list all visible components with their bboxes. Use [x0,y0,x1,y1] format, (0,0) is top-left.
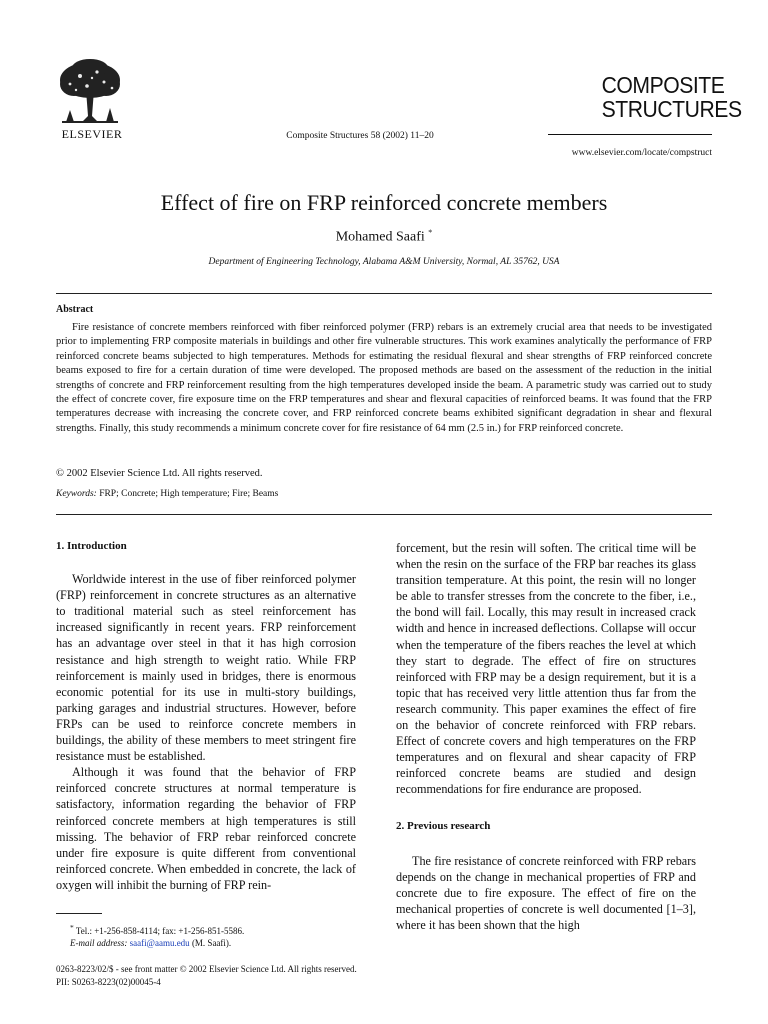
pii-line: PII: S0263-8223(02)00045-4 [56,977,161,987]
journal-logo-line1: COMPOSITE [601,72,725,98]
author-footnote-mark[interactable]: * [428,228,433,237]
abstract-bottom-rule [56,514,712,515]
footnote-email-line [70,938,376,950]
journal-url[interactable]: www.elsevier.com/locate/compstruct [571,148,712,158]
footnote-mark: * [70,923,74,932]
footnote-email-label: E-mail address: [70,937,128,948]
footnote-tel: Tel.: +1-256-858-4114; fax: +1-256-851-5586. [75,926,245,936]
abstract-heading: Abstract [56,304,94,315]
intro-paragraph-3: forcement, but the resin will soften. The critical time will be when the resin on the surface of the FRP bar reaches its glass transition temperature. At this point, the resin will no longer be able to transfer stresses from the concrete to the fiber, i.e., the bond will fail. Locally, this may result in increased crack width and hence in increased deflections. Collapse will occur when the temperature of the fibers reaches the level at which they start to degrade. The effect of fire on structures reinforced with FRP may be a design requirement, but it is a topic that has received very little attention thus far from the research community. This paper examines the effect of fire on the behavior of concrete reinforced with FRP rebars. Effect of concrete covers and high temperatures on the FRP temperatures and on flexural and shear capacity of FRP reinforced concrete beams are studied and design recommendations for fire endurance are proposed. [396,541,696,797]
abstract-copyright: © 2002 Elsevier Science Ltd. All rights reserved. [56,468,263,479]
journal-citation: Composite Structures 58 (2002) 11–20 [286,131,434,141]
author-footnote [56,922,376,949]
section-1-heading: 1. Introduction [56,540,127,552]
intro-paragraph-1: Worldwide interest in the use of fiber reinforced polymer (FRP) reinforcement in concrete structures as an alternative to traditional material such as steel reinforcement has increased significantly in recent years. FRP reinforcement has an advantage over steel in that it has high corrosion resistance and high strength to weight ratio. While FRP reinforcement is mainly used in bridges, there is enormous economic potential for its use in multi-story buildings, parking garages and industrial structures. However, before FRPs can be used to reinforce concrete members in buildings, the ability of these members to meet stringent fire resistance must be established. [56,572,356,764]
front-matter-line: 0263-8223/02/$ - see front matter © 2002 Elsevier Science Ltd. All rights reserved. [56,964,357,974]
left-column [56,538,356,893]
keywords-list: FRP; Concrete; High temperature; Fire; Beams [99,489,279,499]
abstract-top-rule [56,293,712,294]
journal-logo-rule [548,134,712,135]
abstract-text: Fire resistance of concrete members reinforced with fiber reinforced polymer (FRP) rebars is an extremely crucial area that needs to be investigated prior to implementing FRP composite materials in buildings and other fire vulnerable structures. This work examines analytically the performance of FRP reinforced concrete beams subjected to high temperatures. Methods for estimating the residual flexural and shear strengths of FRP reinforced concrete beams exposed to fire for a certain duration of time were developed. The proposed methods are based on the assessment of the reduction in the initial strengths of concrete and FRP reinforcement resulting from the high temperatures developed inside the beam. A parametric study was carried out to study the effect of concrete cover, fire exposure time on the FRP temperatures and shear and flexural capacities of reinforced beams. It was found that the FRP temperatures decrease with increasing the concrete cover, and FRP reinforced concrete beams exhibited significant degradation in shear and flexural strengths. Finally, this study recommends a minimum concrete cover for fire resistance of 64 mm (2.5 in.) for FRP reinforced concrete. [56,322,712,434]
front-matter-info [56,963,656,989]
publisher-name: ELSEVIER [61,127,123,141]
section-2-heading: 2. Previous research [396,819,491,832]
journal-logo [601,72,742,122]
keywords [56,489,712,499]
footnote-email-link[interactable]: saafi@aamu.edu [129,937,190,948]
keywords-label: Keywords: [56,489,97,499]
author-line [60,228,708,246]
intro-paragraph-2: Although it was found that the behavior of FRP reinforced concrete structures at normal temperature is satisfactory, information regarding the behavior of FRP reinforced concrete members at high temperatures is still missing. The behavior of FRP rebar reinforced concrete under fire exposure is quite different from conventional reinforced concrete. When embedded in concrete, the lack of oxygen will inhibit the burning of FRP rein- [56,765,356,892]
author-name: Mohamed Saafi [335,229,425,245]
footnote-rule [56,913,102,914]
journal-logo-line2: STRUCTURES [601,96,742,122]
previous-research-paragraph: The fire resistance of concrete reinforced with FRP rebars depends on the change in mechanical properties of FRP and concrete due to fire exposure. The effect of fire on the mechanical properties of concrete is well documented [1–3], where it has been shown that the high [396,853,696,932]
article-title: Effect of fire on FRP reinforced concrete members [160,190,608,215]
footnote-contact [70,922,376,938]
author-affiliation: Department of Engineering Technology, Alabama A&M University, Normal, AL 35762, USA [208,257,560,267]
footnote-email-suffix: (M. Saafi). [191,937,232,948]
right-column [396,540,696,933]
elsevier-tree-logo [52,56,128,126]
